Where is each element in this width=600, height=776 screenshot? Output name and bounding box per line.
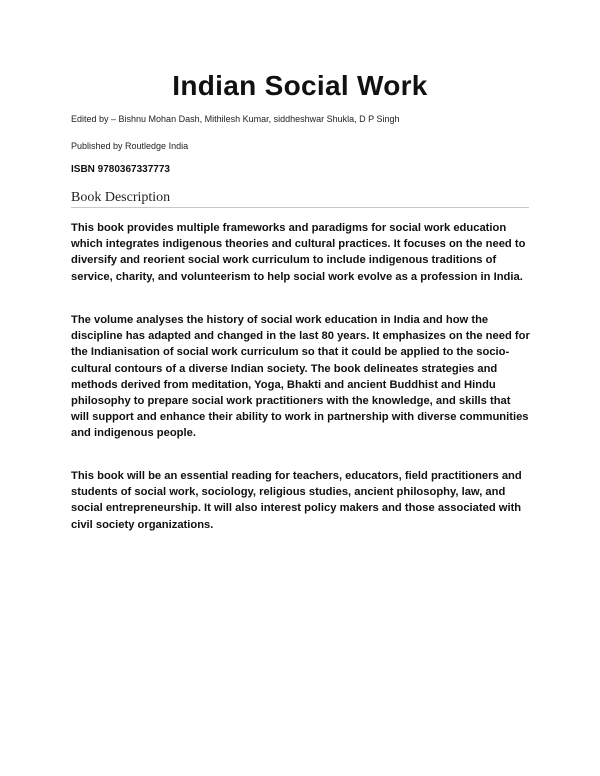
heading-divider xyxy=(71,207,529,208)
isbn-line: ISBN 9780367337773 xyxy=(71,164,170,175)
description-paragraph: This book provides multiple frameworks and paradigms for social work education which integrates indigenous theories and cultural practices. It focuses on the need to diversify and reorient social work curriculum to include indigenous traditions of service, charity, and volunteerism to help social work evolve as a profession in India. xyxy=(71,222,526,283)
editors-line: Edited by – Bishnu Mohan Dash, Mithilesh Kumar, siddheshwar Shukla, D P Singh xyxy=(71,114,400,124)
description-paragraph: This book will be an essential reading for teachers, educators, field practitioners and students of social work, sociology, religious studies, ancient philosophy, law, and social entrepreneurship. It will also interest policy makers and those associated with civil society organizations. xyxy=(71,470,522,531)
section-heading: Book Description xyxy=(71,190,171,205)
description-paragraph: The volume analyses the history of social work education in India and how the discipline has adapted and changed in the last 80 years. It emphasizes on the need for the Indianisation of social work curriculum so that it could be applied to the socio-cultural contours of a diverse Indian society. The book delineates strategies and methods derived from meditation, Yoga, Bhakti and ancient Buddhist and Hindu philosophy to prepare social work practitioners with the knowledge, and skills that will support and enhance their ability to work in partnership with diverse communities and indigenous people. xyxy=(71,314,530,440)
book-title: Indian Social Work xyxy=(172,70,428,101)
publisher-line: Published by Routledge India xyxy=(71,141,189,151)
